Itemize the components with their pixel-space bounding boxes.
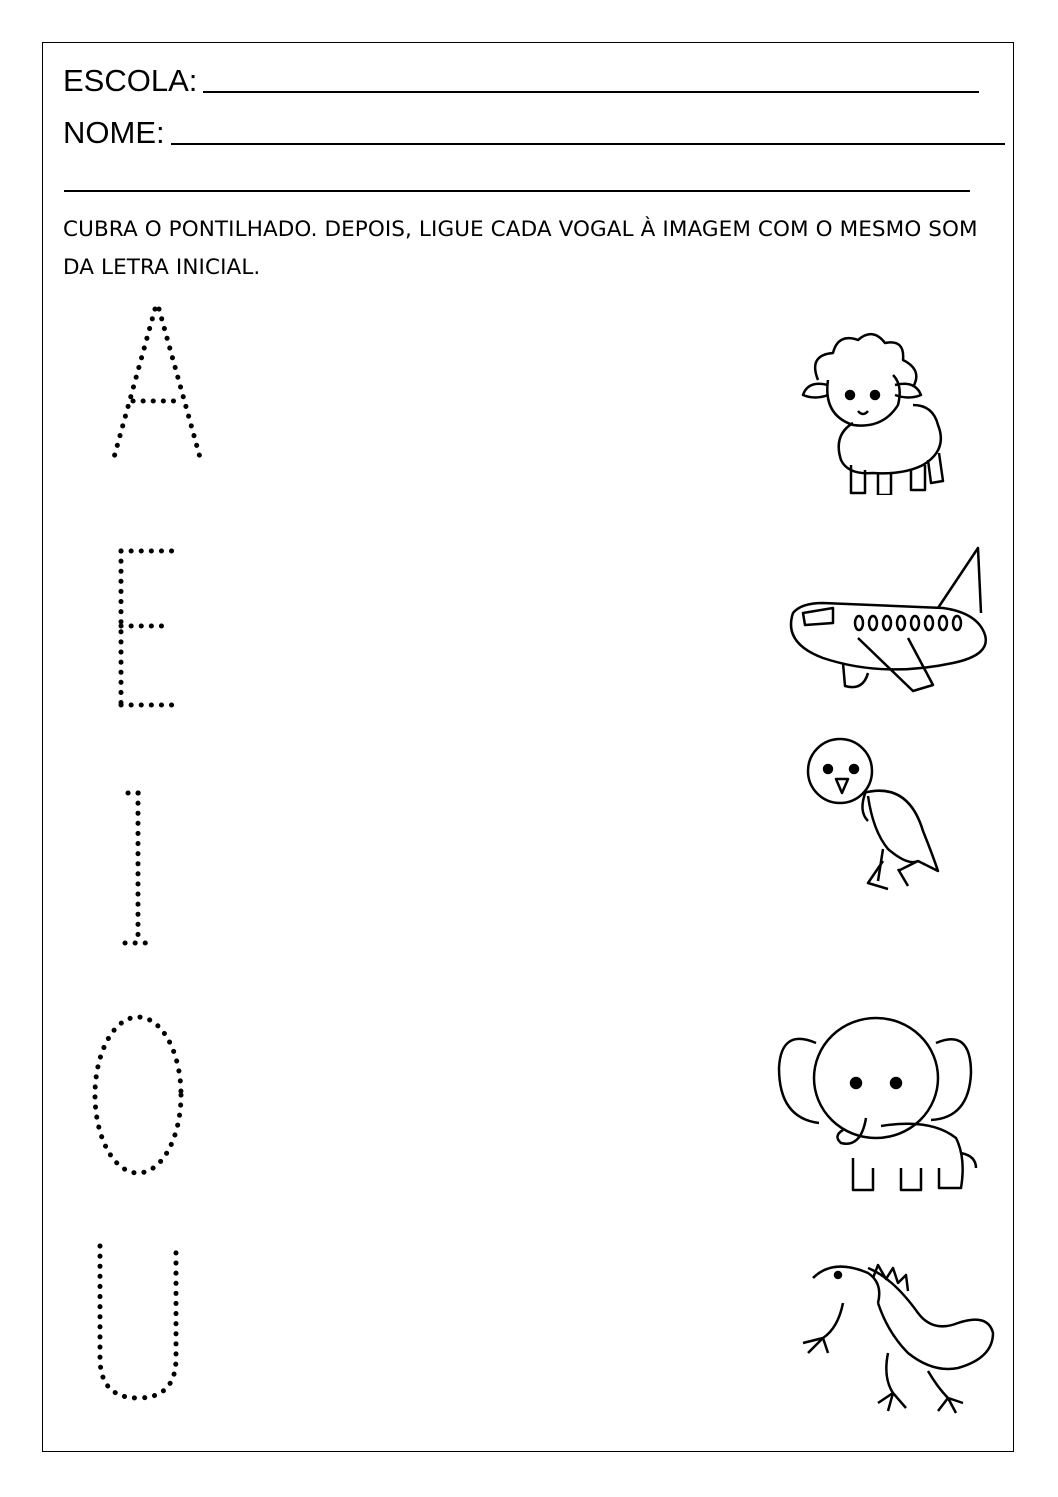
iguana-picture[interactable] [798, 1253, 1003, 1418]
dotted-letter-o[interactable] [83, 1008, 193, 1183]
dotted-e-glyph [111, 543, 191, 713]
school-answer-line[interactable] [203, 91, 979, 93]
dotted-letter-u[interactable] [88, 1238, 188, 1408]
bird-picture[interactable] [798, 731, 948, 896]
sheep-icon [773, 325, 953, 495]
school-field [63, 63, 979, 99]
worksheet-frame [42, 42, 1014, 1452]
iguana-icon [798, 1253, 1003, 1418]
dotted-u-glyph [88, 1238, 188, 1408]
dotted-o-glyph [83, 1008, 193, 1183]
name-label: NOME: [63, 115, 165, 150]
extra-answer-line[interactable] [64, 190, 970, 192]
dotted-i-glyph [108, 783, 168, 953]
school-label: ESCOLA: [63, 63, 198, 98]
dotted-letter-a[interactable] [103, 301, 213, 471]
instructions-text: CUBRA O PONTILHADO. DEPOIS, LIGUE CADA VOGAL À IMAGEM COM O MESMO SOM DA LETRA INICIAL. [63, 217, 978, 280]
elephant-icon [771, 1008, 981, 1193]
bird-icon [798, 731, 948, 896]
name-answer-line[interactable] [171, 143, 1005, 145]
elephant-picture[interactable] [771, 1008, 981, 1193]
dotted-letter-e[interactable] [111, 543, 191, 713]
dotted-a-glyph [103, 301, 213, 471]
name-field [63, 115, 1005, 151]
airplane-picture[interactable] [763, 543, 998, 698]
sheep-picture[interactable] [773, 325, 953, 495]
dotted-letter-i[interactable] [108, 783, 168, 953]
airplane-icon [763, 543, 998, 698]
